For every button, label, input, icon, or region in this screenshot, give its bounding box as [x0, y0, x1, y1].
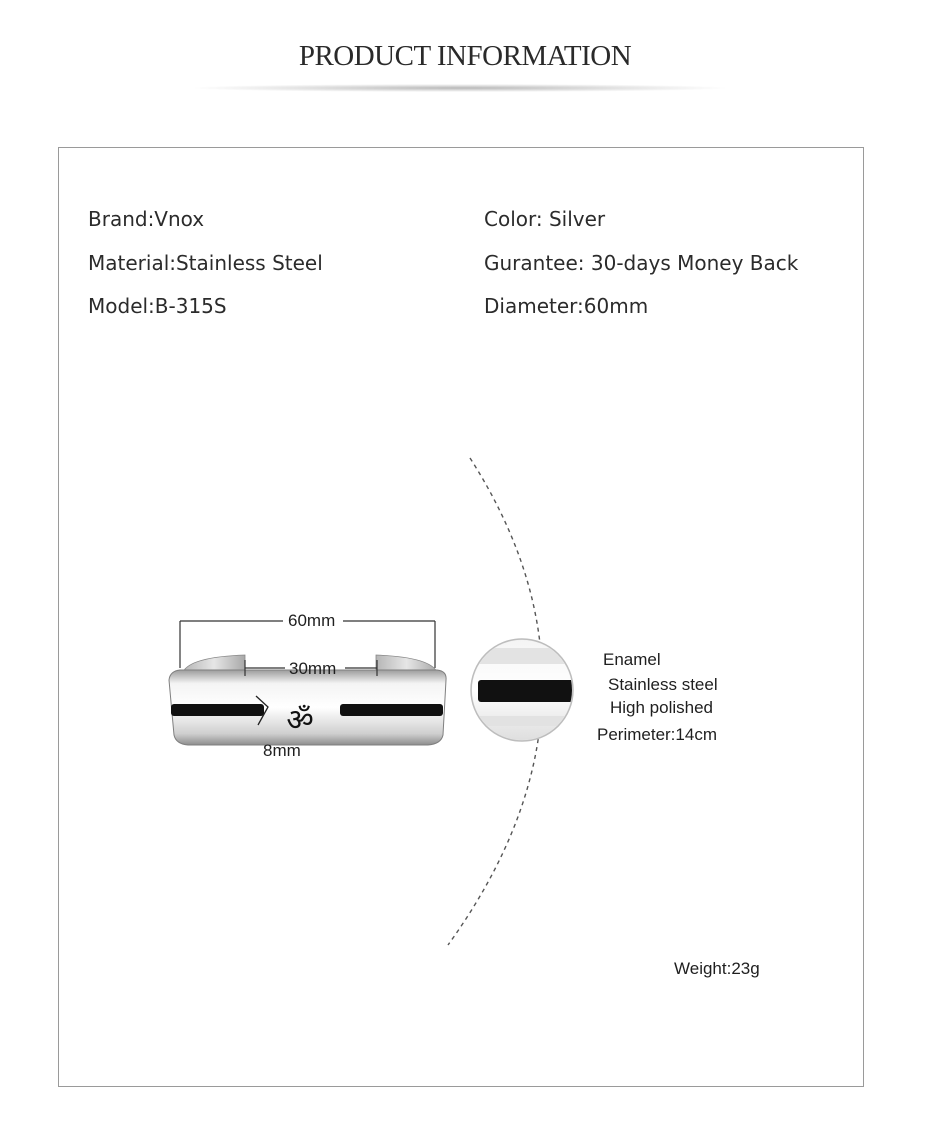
spec-diameter: Diameter:60mm	[484, 294, 649, 318]
weight-label: Weight:23g	[674, 959, 760, 978]
callout-perimeter: Perimeter:14cm	[597, 725, 717, 744]
enamel-stripe-right	[340, 704, 443, 716]
width-label: 60mm	[288, 611, 336, 630]
callout-stainless-steel: Stainless steel	[608, 675, 718, 694]
spec-model: Model:B-315S	[88, 294, 227, 318]
callout-high-polished: High polished	[610, 698, 714, 717]
spec-brand: Brand:Vnox	[88, 207, 205, 231]
zoom-detail-circle	[460, 630, 590, 750]
band-width-label: 8mm	[263, 741, 301, 760]
spec-material: Material:Stainless Steel	[88, 251, 323, 275]
callout-enamel: Enamel	[603, 650, 661, 669]
om-symbol-icon: ॐ	[286, 703, 314, 738]
spec-guarantee: Gurantee: 30-days Money Back	[484, 251, 799, 275]
page-title: PRODUCT INFORMATION	[298, 40, 632, 72]
spec-color: Color: Silver	[484, 207, 606, 231]
gap-label: 30mm	[289, 659, 337, 678]
enamel-stripe-left	[171, 704, 264, 716]
